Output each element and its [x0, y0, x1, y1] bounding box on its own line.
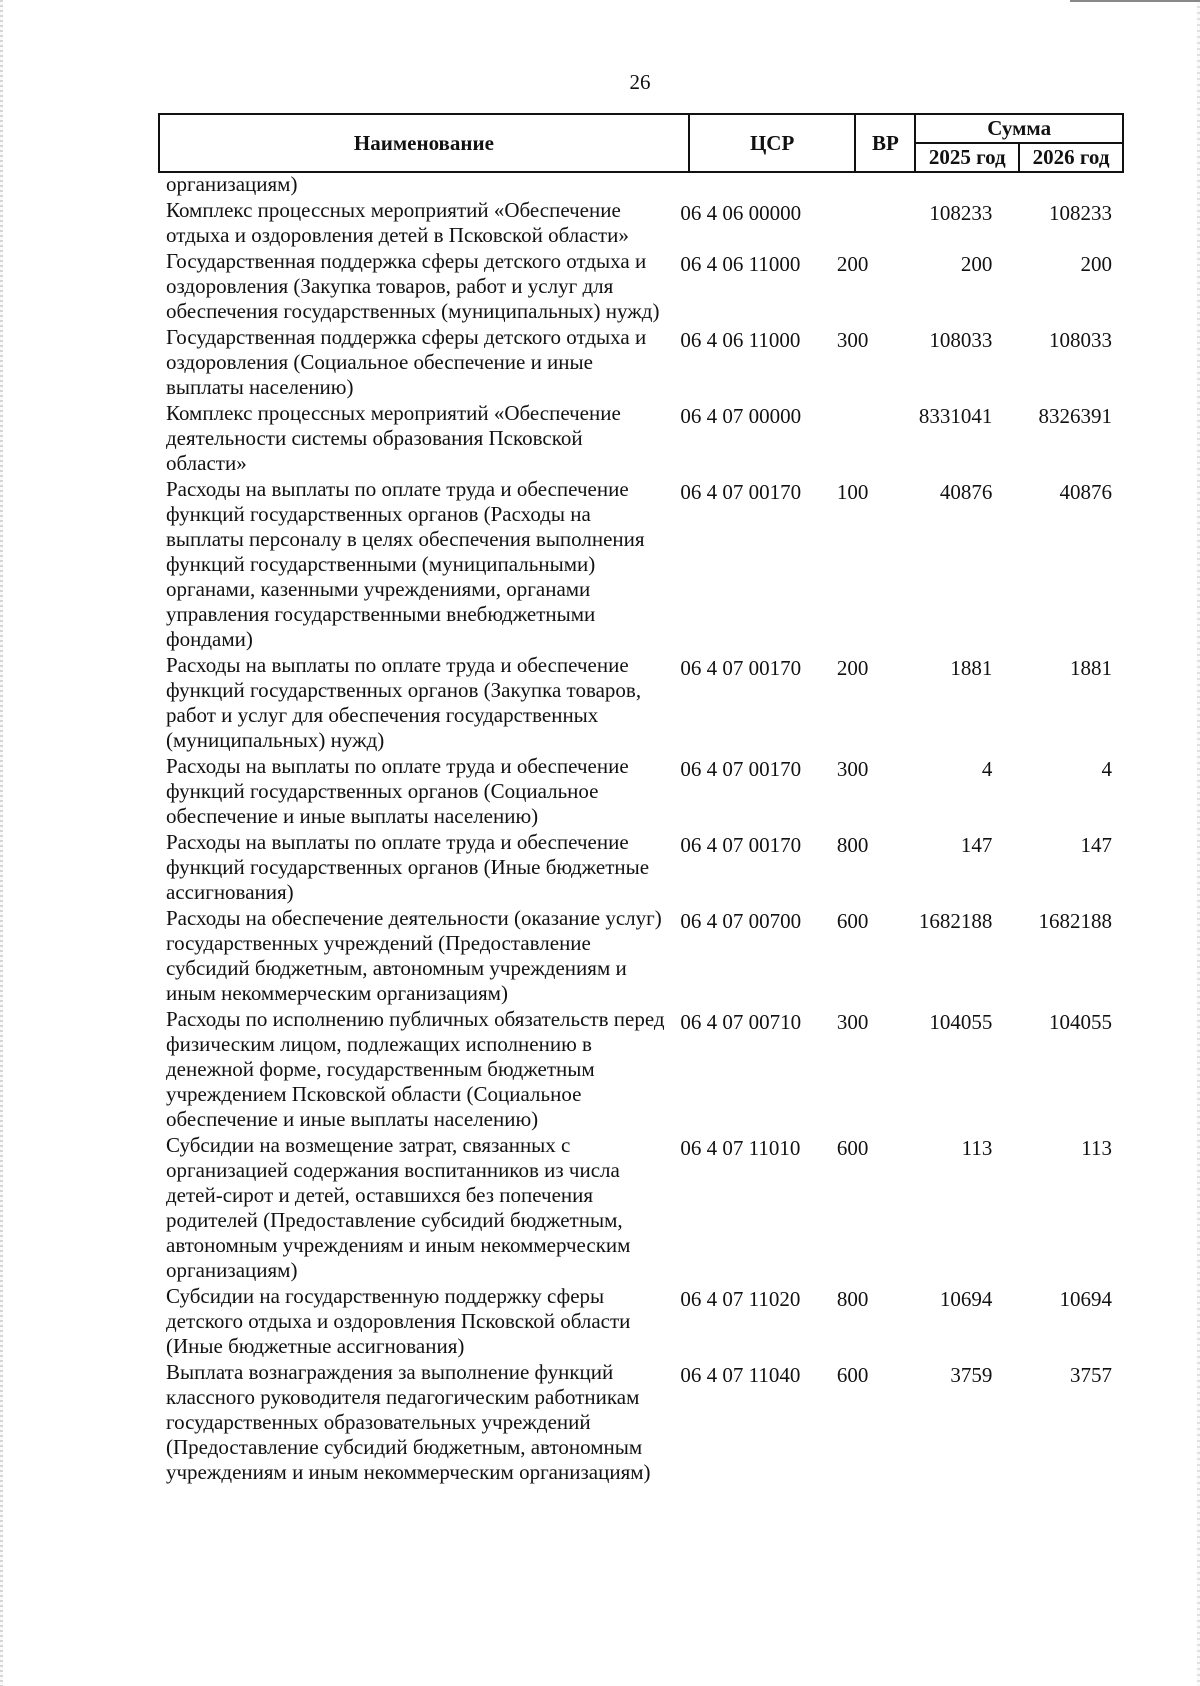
row-sum-2026: 1682188	[1038, 909, 1112, 933]
table-row	[158, 754, 1124, 830]
row-sum-2025: 8331041	[918, 404, 993, 428]
row-sum-2026: 200	[1080, 252, 1112, 276]
row-sum-2026: 104055	[1049, 1010, 1112, 1034]
row-name: Расходы на обеспечение деятельности (оказание услуг) государственных учреждений (Предоставление субсидий бюджетным, автономным учреждениям и иным некоммерческим организациям)	[166, 906, 662, 1005]
row-vr-code	[827, 401, 886, 477]
row-vr-code: 200	[836, 656, 869, 680]
row-sum-2026: 4	[1101, 757, 1112, 781]
table-row	[158, 1360, 1124, 1486]
table-row	[158, 1007, 1124, 1133]
row-name: Комплекс процессных мероприятий «Обеспечение деятельности системы образования Псковской области»	[166, 401, 621, 475]
row-csr-code: 06 4 06 00000	[680, 201, 802, 225]
row-csr-code: 06 4 07 00000	[680, 404, 802, 428]
row-sum-2026: 40876	[1059, 480, 1112, 504]
row-csr-code: 06 4 07 11040	[680, 1363, 801, 1387]
row-name: Расходы на выплаты по оплате труда и обеспечение функций государственных органов (Расходы на выплаты персоналу в целях обеспечения выполнения функций государственными (муниципальными) органами, казенными учреждениями, органами управления государственными внебюджетными фондами)	[166, 477, 645, 651]
row-csr-code: 06 4 06 11000	[680, 252, 801, 276]
row-name: Расходы на выплаты по оплате труда и обеспечение функций государственных органов (Закупка товаров, работ и услуг для обеспечения государственных (муниципальных) нужд)	[166, 653, 642, 752]
row-vr-code: 300	[836, 328, 869, 352]
row-name: Субсидии на государственную поддержку сферы детского отдыха и оздоровления Псковской области (Иные бюджетные ассигнования)	[166, 1284, 631, 1358]
row-vr-code: 600	[836, 1136, 869, 1160]
row-vr-code: 800	[836, 1287, 869, 1311]
scan-left-edge	[0, 0, 3, 1686]
row-sum-2025: 10694	[939, 1287, 993, 1311]
row-sum-2026: 108033	[1049, 328, 1112, 352]
row-sum-2025: 104055	[929, 1010, 993, 1034]
row-csr-code: 06 4 07 11010	[680, 1136, 801, 1160]
row-csr-code: 06 4 07 00170	[680, 757, 802, 781]
row-sum-2026: 10694	[1059, 1287, 1112, 1311]
row-csr-code: 06 4 07 00170	[680, 480, 802, 504]
row-sum-2026: 3757	[1070, 1363, 1112, 1387]
table-row	[158, 325, 1124, 401]
table-row	[158, 830, 1124, 906]
row-vr-code: 800	[836, 833, 869, 857]
row-sum-2026: 8326391	[1038, 404, 1112, 428]
row-sum-2025: 3759	[950, 1363, 993, 1387]
table-row	[158, 249, 1124, 325]
row-vr-code: 300	[836, 757, 869, 781]
header-csr: ЦСР	[689, 114, 856, 172]
header-vr: ВР	[855, 114, 915, 172]
header-name: Наименование	[159, 114, 689, 172]
row-sum-2026: 1881	[1070, 656, 1112, 680]
table-row	[158, 401, 1124, 477]
row-sum-2025: 1881	[950, 656, 993, 680]
row-csr-code: 06 4 07 11020	[680, 1287, 801, 1311]
row-sum-2025	[886, 172, 1005, 198]
page-number: 26	[629, 70, 651, 94]
table-row	[158, 906, 1124, 1007]
scan-top-mark	[1070, 0, 1200, 2]
row-name: Расходы по исполнению публичных обязательств перед физическим лицом, подлежащих исполнению в денежной форме, государственным бюджетным учреждением Псковской области (Социальное обеспечение и иные выплаты населению)	[166, 1007, 665, 1131]
row-vr-code: 100	[836, 480, 869, 504]
header-year-2025: 2025 год	[915, 143, 1019, 172]
budget-table-body	[158, 172, 1124, 1486]
row-vr-code: 200	[836, 252, 869, 276]
row-sum-2026	[1004, 172, 1124, 198]
row-name: организациям)	[166, 172, 298, 196]
row-sum-2025: 113	[961, 1136, 993, 1160]
row-name: Комплекс процессных мероприятий «Обеспечение отдыха и оздоровления детей в Псковской области»	[166, 198, 629, 247]
row-sum-2025: 200	[960, 252, 993, 276]
row-csr-code: 06 4 07 00170	[680, 833, 802, 857]
row-csr-code: 06 4 07 00700	[680, 909, 802, 933]
row-csr-code: 06 4 07 00710	[680, 1010, 802, 1034]
row-vr-code	[827, 172, 886, 198]
row-vr-code: 600	[836, 1363, 869, 1387]
row-sum-2026: 113	[1081, 1136, 1112, 1160]
header-sum: Сумма	[915, 114, 1123, 143]
row-csr-code	[666, 172, 826, 198]
row-sum-2025: 1682188	[918, 909, 993, 933]
table-header	[158, 113, 1124, 173]
table-row	[158, 653, 1124, 754]
row-sum-2025: 4	[981, 757, 993, 781]
table-row	[158, 1133, 1124, 1284]
table-row	[158, 477, 1124, 653]
row-name: Государственная поддержка сферы детского отдыха и оздоровления (Социальное обеспечение и иные выплаты населению)	[166, 325, 647, 399]
budget-table	[158, 172, 1124, 1486]
row-sum-2025: 108033	[929, 328, 993, 352]
table-row	[158, 172, 1124, 198]
row-csr-code: 06 4 06 11000	[680, 328, 801, 352]
row-vr-code: 600	[836, 909, 869, 933]
row-vr-code	[827, 198, 886, 249]
row-sum-2025: 40876	[939, 480, 993, 504]
row-name: Государственная поддержка сферы детского отдыха и оздоровления (Закупка товаров, работ и услуг для обеспечения государственных (муниципальных) нужд)	[166, 249, 660, 323]
row-name: Расходы на выплаты по оплате труда и обеспечение функций государственных органов (Социальное обеспечение и иные выплаты населению)	[166, 754, 629, 828]
row-sum-2026: 147	[1080, 833, 1112, 857]
row-csr-code: 06 4 07 00170	[680, 656, 802, 680]
row-sum-2025: 147	[960, 833, 993, 857]
table-row	[158, 198, 1124, 249]
row-vr-code: 300	[836, 1010, 869, 1034]
row-sum-2025: 108233	[929, 201, 993, 225]
table-row	[158, 1284, 1124, 1360]
row-name: Субсидии на возмещение затрат, связанных с организацией содержания воспитанников из числа детей-сирот и детей, оставшихся без попечения родителей (Предоставление субсидий бюджетным, автономным учреждениям и иным некоммерческим организациям)	[166, 1133, 631, 1282]
row-name: Выплата вознаграждения за выполнение функций классного руководителя педагогическим работникам государственных образовательных учреждений (Предоставление субсидий бюджетным, автономным учреждениям и иным некоммерческим организациям)	[166, 1360, 651, 1484]
header-year-2026: 2026 год	[1019, 143, 1123, 172]
row-sum-2026: 108233	[1049, 201, 1112, 225]
row-name: Расходы на выплаты по оплате труда и обеспечение функций государственных органов (Иные бюджетные ассигнования)	[166, 830, 650, 904]
